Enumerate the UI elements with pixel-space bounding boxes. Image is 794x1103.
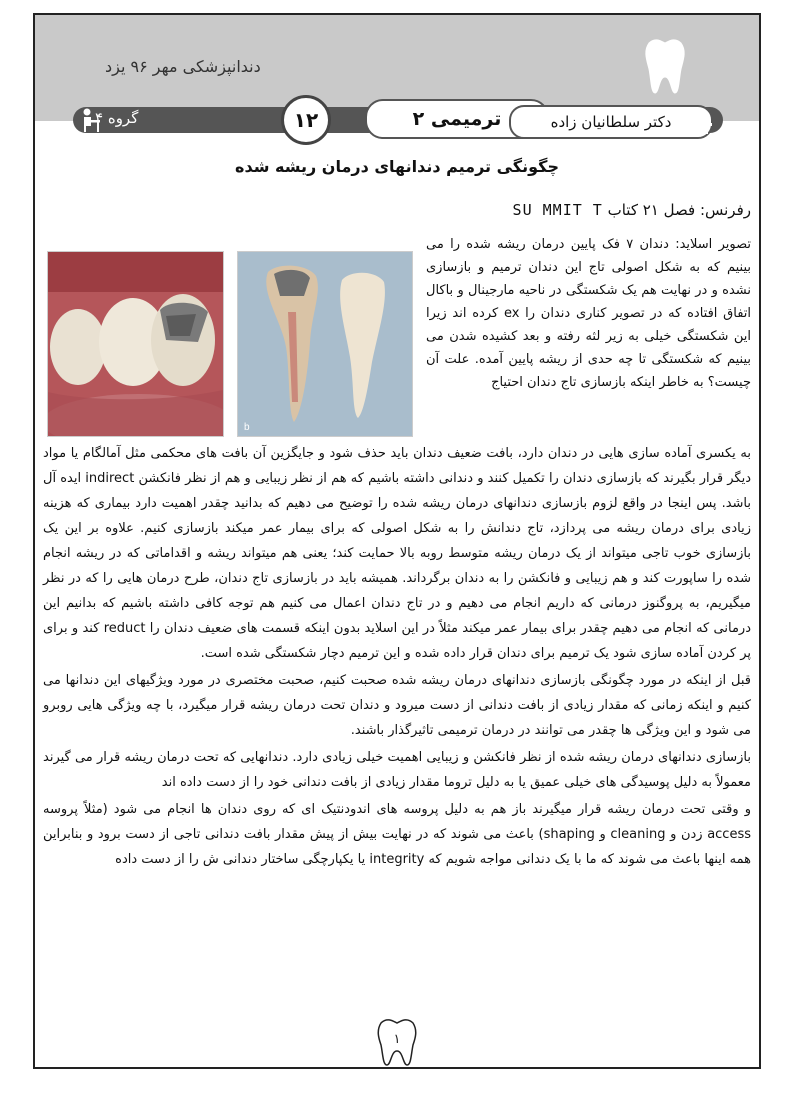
course-title: ترمیمی ۲ xyxy=(365,99,549,139)
author-name: دکتر سلطانیان زاده xyxy=(509,105,713,139)
session-number: ۱۲ xyxy=(281,95,331,145)
figure-label-b: b xyxy=(244,422,250,433)
page-number-tooth-icon xyxy=(375,1017,419,1067)
body-paragraph: و وقتی تحت درمان ریشه قرار میگیرند باز هم به دلیل پروسه های اندودنتیک ای که روی دندان ها انجام می شود (مثلاً پروسه access زدن و cleaning و shaping) باعث می شوند که در نهایت بیش از پیش مقدار بافت دندانی تاجی از دست برود و بنابراین همه اینها باعث می شوند که ما با یک دندانی مواجه شویم که integrity یا یکپارچگی ساختار دندانی ش را از دست داده xyxy=(43,802,751,867)
reference-book: SU MMIT T xyxy=(512,201,603,219)
body-text xyxy=(43,441,751,874)
reference-line xyxy=(513,201,751,219)
intro-paragraph: تصویر اسلاید: دندان ۷ فک پایین درمان ریشه شده را می بینیم که به شکل اصولی تاج این دندان ترمیم و بازسازی نشده و در نهایت هم یک شکستگی در ناحیه مارجینال و باکال اتفاق افتاده که در تصویر کناری دندان را ex کرده اند زیرا این شکستگی خیلی به زیر لثه رفته و بعد کشیده شدن می بینیم که شکستگی تا چه حدی از ریشه پایین آمده. علت آن چیست؟ به خاطر اینکه بازسازی تاج دندان احتیاج xyxy=(426,237,752,390)
body-paragraph: به یکسری آماده سازی هایی در دندان دارد، بافت ضعیف دندان باید حذف شود و جایگزین آن بافت های محکمی مثل آمالگام یا مواد دیگر قرار بگیرند که بازسازی دندان را تکمیل کنند و دندانی داشته باشیم که هم از نظر زیبایی و هم از نظر فانکشن indirect ایده آل باشد. پس اینجا در واقع لزوم بازسازی دندانهای درمان ریشه شده را توضیح می دهیم که بدانید چقدر اهمیت دارد بیماری که هزینه زیادی برای درمان ریشه می پردازد، تاج دندانش را به شکل اصولی که برای بیمار عمر میکند بازسازی کنیم. علاوه بر این یک بازسازی خوب تاجی میتواند از یک درمان ریشه متوسط روبه بالا حمایت کند؛ یعنی هم میتواند ریشه و اقداماتی که در ریشه انجام شده را ساپورت کند و هم زیبایی و فانکشن را به دندان برگرداند. همیشه باید در بازسازی تاج دندان، طرح درمان هایی را که در نظر میگیریم، به پروگنوز درمانی که داریم انجام می دهیم و در تاج دندان اعمال می کنیم هم توجه کافی داشته باشیم که بدانیم این درمانی که انجام می دهیم چقدر برای بیمار عمر میکند مثلاً در این اسلاید بدون اینکه قسمت های ضعیف دندان را reduct کند و برای پر کردن آماده سازی شود یک ترمیم برای دندان قرار داده شده و این ترمیم دچار شکستگی شده است. xyxy=(43,446,751,661)
lecturer-at-podium-icon xyxy=(691,107,715,135)
university-label: دندانپزشکی مهر ۹۶ یزد xyxy=(105,57,261,76)
tooth-icon xyxy=(641,37,689,97)
body-paragraph: قبل از اینکه در مورد چگونگی بازسازی دندانهای درمان ریشه شده صحبت کنیم، صحبت مختصری در مورد ویژگیهای این دندانها می کنیم و اینکه زمانی که مقدار زیادی از بافت دندانی از دست میرود و دندان تحت درمان ریشه قرار میگیرد، با چه ویژگی هایی روبرو می شود و این ویژگی ها چقدر می توانند در درمان ترمیمی تاثیرگذار باشند. xyxy=(43,673,751,738)
page-frame xyxy=(33,13,761,1069)
reference-prefix: رفرنس: فصل ۲۱ کتاب xyxy=(607,201,751,219)
extracted-tooth-photo xyxy=(237,251,413,437)
intraoral-photo xyxy=(47,251,224,437)
group-label: گروه ۴ xyxy=(95,109,139,127)
page-title: چگونگی ترمیم دندانهای درمان ریشه شده xyxy=(235,157,559,176)
body-paragraph: بازسازی دندانهای درمان ریشه شده از نظر فانکشن و زیبایی اهمیت خیلی زیادی دارد. دندانهایی که تحت درمان ریشه قرار می گیرند معمولاً به دلیل پوسیدگی های خیلی عمیق یا به دلیل تروما مقدار زیادی از بافت دندانی خود را از دست داده اند xyxy=(43,750,751,790)
page-number: ۱ xyxy=(393,1032,401,1047)
